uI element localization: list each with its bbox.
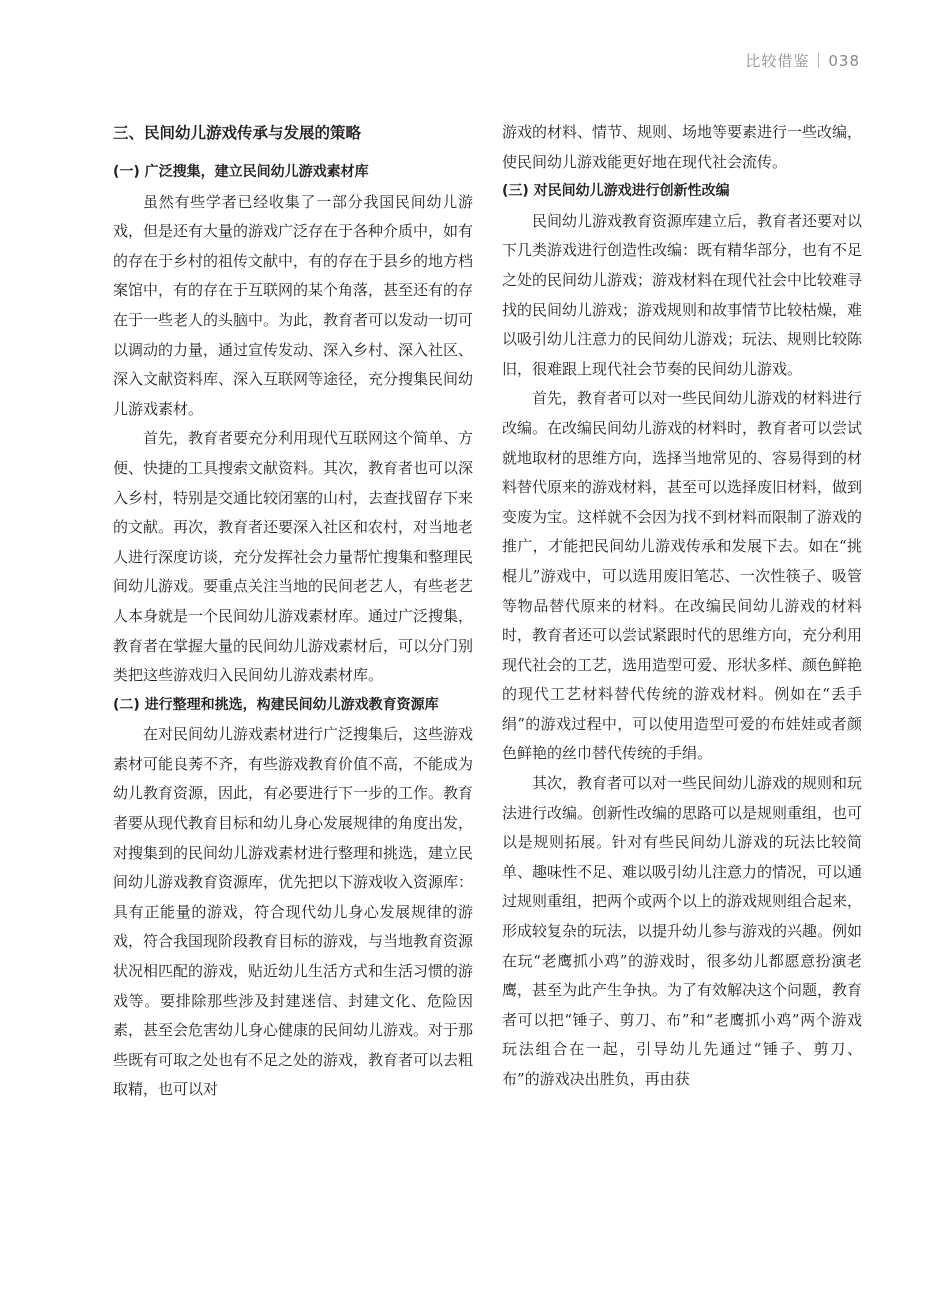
paragraph: 虽然有些学者已经收集了一部分我国民间幼儿游戏，但是还有大量的游戏广泛存在于各种介质中，如有的存在于乡村的祖传文献中，有的存在于县乡的地方档案馆中，有的存在于互联网的某个角落，甚至还有的存在于一些老人的头脑中。为此，教育者可以发动一切可以调动的力量，通过宣传发动、深入乡村、深入社区、深入文献资料库、深入互联网等途径，充分搜集民间幼儿游戏素材。: [113, 192, 474, 418]
paragraph: 民间幼儿游戏教育资源库建立后，教育者还要对以下几类游戏进行创造性改编：既有精华部分，也有不足之处的民间幼儿游戏；游戏材料在现代社会中比较难寻找的民间幼儿游戏；游戏规则和故事情节比较枯燥，难以吸引幼儿注意力的民间幼儿游戏；玩法、规则比较陈旧，很难跟上现代社会节奏的民间幼儿游戏。: [502, 211, 863, 378]
subsection-heading-3: (三) 对民间幼儿游戏进行创新性改编: [502, 183, 730, 200]
paragraph: 在对民间幼儿游戏素材进行广泛搜集后，这些游戏素材可能良莠不齐，有些游戏教育价值不高，不能成为幼儿教育资源，因此，有必要进行下一步的工作。教育者要从现代教育目标和幼儿身心发展规律的角度出发，对搜集到的民间幼儿游戏素材进行整理和挑选，建立民间幼儿游戏教育资源库，优先把以下游戏收入资源库：具有正能量的游戏，符合现代幼儿身心发展规律的游戏，符合我国现阶段教育目标的游戏，与当地教育资源状况相匹配的游戏，贴近幼儿生活方式和生活习惯的游戏等。要排除那些涉及封建迷信、封建文化、危险因素，甚至会危害幼儿身心健康的民间幼儿游戏。对于那些既有可取之处也有不足之处的游戏，教育者可以去粗取精，也可以对: [113, 725, 474, 1099]
page-header: [745, 50, 860, 71]
section-title: 比较借鉴: [745, 52, 810, 70]
paragraph: 首先，教育者要充分利用现代互联网这个简单、方便、快捷的工具搜索文献资料。其次，教育者也可以深入乡村，特别是交通比较闭塞的山村，去查找留存下来的文献。再次，教育者还要深入社区和农村，对当地老人进行深度访谈，充分发挥社会力量帮忙搜集和整理民间幼儿游戏。要重点关注当地的民间老艺人，有些老艺人本身就是一个民间幼儿游戏素材库。通过广泛搜集，教育者在掌握大量的民间幼儿游戏素材后，可以分门别类把这些游戏归入民间幼儿游戏素材库。: [113, 429, 474, 685]
subsection-heading-2: (二) 进行整理和挑选，构建民间幼儿游戏教育资源库: [113, 696, 439, 713]
paragraph: 首先，教育者可以对一些民间幼儿游戏的材料进行改编。在改编民间幼儿游戏的材料时，教育者可以尝试就地取材的思维方向，选择当地常见的、容易得到的材料替代原来的游戏材料，甚至可以选择废旧材料，做到变废为宝。这样就不会因为找不到材料而限制了游戏的推广，才能把民间幼儿游戏传承和发展下去。如在“挑棍儿”游戏中，可以选用废旧笔芯、一次性筷子、吸管等物品替代原来的材料。在改编民间幼儿游戏的材料时，教育者还可以尝试紧跟时代的思维方向，充分利用现代社会的工艺，选用造型可爱、形状多样、颜色鲜艳的现代工艺材料替代传统的游戏材料。例如在“丢手绢”的游戏过程中，可以使用造型可爱的布娃娃或者颜色鲜艳的丝巾替代传统的手绢。: [502, 389, 863, 763]
paragraph-continuation: 游戏的材料、情节、规则、场地等要素进行一些改编，使民间幼儿游戏能更好地在现代社会流传。: [502, 123, 863, 171]
paragraph: 其次，教育者可以对一些民间幼儿游戏的规则和玩法进行改编。创新性改编的思路可以是规则重组，也可以是规则拓展。针对有些民间幼儿游戏的玩法比较简单、趣味性不足、难以吸引幼儿注意力的情况，可以通过规则重组，把两个或两个以上的游戏规则组合起来，形成较复杂的玩法，以提升幼儿参与游戏的兴趣。例如在玩“老鹰抓小鸡”的游戏时，很多幼儿都愿意扮演老鹰，甚至为此产生争执。为了有效解决这个问题，教育者可以把“锤子、剪刀、布”和“老鹰抓小鸡”两个游戏玩法组合在一起，引导幼儿先通过“锤子、剪刀、布”的游戏决出胜负，再由获: [502, 774, 863, 1088]
page-number: 038: [828, 52, 860, 70]
section-heading: 三、民间幼儿游戏传承与发展的策略: [113, 124, 362, 142]
subsection-heading-1: (一) 广泛搜集，建立民间幼儿游戏素材库: [113, 164, 369, 180]
right-column: [502, 118, 862, 1095]
left-column: [113, 118, 473, 1105]
header-divider: [818, 53, 819, 68]
